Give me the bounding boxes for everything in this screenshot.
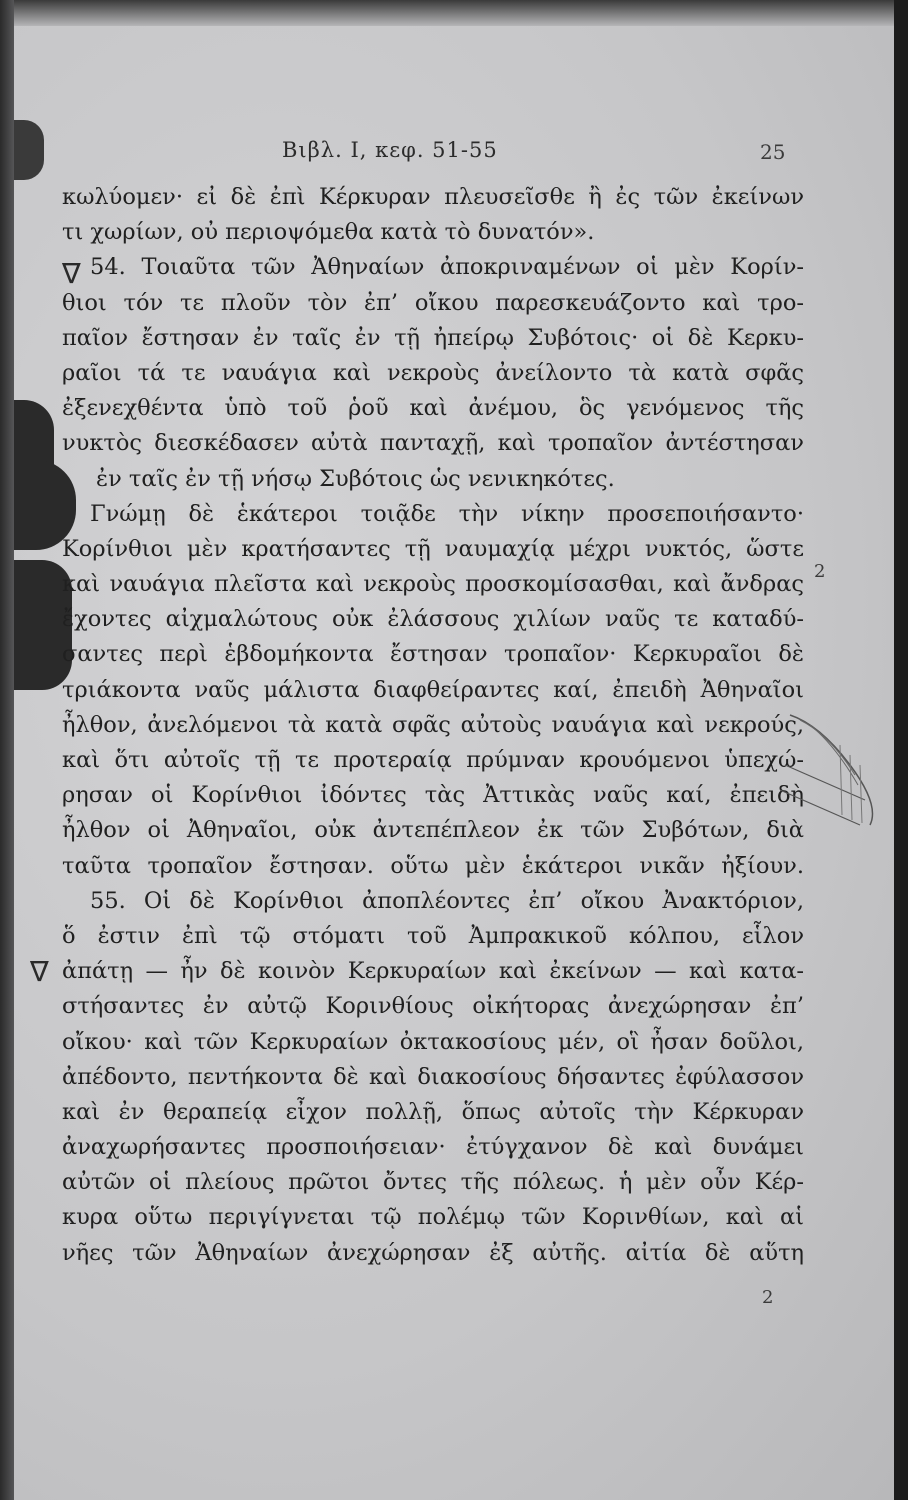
text-line: καὶ ὅτι αὐτοῖς τῇ τε προτεραίᾳ πρύμναν κρουόμενοι ὑπεχώ- (62, 747, 804, 773)
text-line: τριάκοντα ναῦς μάλιστα διαφθείραντες καί, ἐπειδὴ Ἀθηναῖοι (62, 676, 804, 703)
text-line: σαντες περὶ ἑβδομήκοντα ἔστησαν τροπαῖον· Κερκυραῖοι δὲ (62, 641, 804, 668)
pencil-sketch (780, 705, 890, 845)
text-line: ταῦτα τροπαῖον ἔστησαν. οὕτω μὲν ἑκάτεροι νικᾶν ἠξίουν. (62, 852, 804, 879)
text-line: ἀπέδοντο, πεντήκοντα δὲ καὶ διακοσίους δήσαντες ἐφύλασσον (62, 1063, 804, 1090)
section-mark: ∇ (30, 955, 49, 988)
page-header (0, 132, 908, 172)
text-line: ραῖοι τά τε ναυάγια καὶ νεκροὺς ἀνείλοντο τὰ κατὰ σφᾶς (62, 359, 804, 386)
text-line: κυρα οὕτω περιγίγνεται τῷ πολέμῳ τῶν Κορινθίων, καὶ αἱ (62, 1204, 804, 1231)
text-line: ἦλθον οἱ Ἀθηναῖοι, οὐκ ἀντεπέπλεον ἐκ τῶν Συβότων, διὰ (62, 817, 804, 844)
text-line: ὅ ἐστιν ἐπὶ τῷ στόματι τοῦ Ἀμπρακικοῦ κόλπου, εἷλον (62, 922, 804, 949)
text-line: ἀναχωρήσαντες προσποιήσειαν· ἐτύγχανον δὲ καὶ δυνάμει (62, 1134, 804, 1161)
running-head: Βιβλ. Ι, κεφ. 51-55 (282, 138, 498, 162)
text-line: νυκτὸς διεσκέδασεν αὐτὰ πανταχῇ, καὶ τροπαῖον ἀντέστησαν (62, 430, 804, 457)
text-line: ἦλθον, ἀνελόμενοι τὰ κατὰ σφᾶς αὐτοὺς ναυάγια καὶ νεκρούς, (62, 711, 804, 738)
margin-number: 2 (762, 1287, 774, 1308)
text-line: ρησαν οἱ Κορίνθιοι ἰδόντες τὰς Ἀττικὰς ναῦς καί, ἐπειδὴ (62, 782, 804, 809)
text-line: Γνώμῃ δὲ ἑκάτεροι τοιᾷδε τὴν νίκην προσεποιήσαντο· (90, 500, 804, 527)
page-top-shadow (14, 0, 894, 26)
text-line: καὶ ναυάγια πλεῖστα καὶ νεκροὺς προσκομίσασθαι, καὶ ἄνδρας (62, 571, 804, 598)
page-number: 25 (760, 140, 786, 164)
text-line: οἴκου· καὶ τῶν Κερκυραίων ὀκτακοσίους μέν, οἳ ἦσαν δοῦλοι, (62, 1028, 804, 1055)
section-mark: ∇ (62, 257, 81, 290)
text-line: ἐξενεχθέντα ὑπὸ τοῦ ῥοῦ καὶ ἀνέμου, ὃς γενόμενος τῆς (62, 395, 804, 422)
text-line: ἀπάτῃ — ἦν δὲ κοινὸν Κερκυραίων καὶ ἐκείνων — καὶ κατα- (62, 958, 804, 985)
text-line: τι χωρίων, οὐ περιοψόμεθα κατὰ τὸ δυνατόν». (62, 219, 595, 246)
text-line: νῆες τῶν Ἀθηναίων ἀνεχώρησαν ἐξ αὐτῆς. αἰτία δὲ αὕτη (62, 1239, 804, 1266)
text-line: θιοι τόν τε πλοῦν τὸν ἐπ’ οἴκου παρεσκευάζοντο καὶ τρο- (62, 289, 804, 316)
text-line: καὶ ἐν θεραπείᾳ εἶχον πολλῇ, ὅπως αὐτοῖς τὴν Κέρκυραν (62, 1098, 804, 1125)
text-line: ἐν ταῖς ἐν τῇ νήσῳ Συβότοις ὡς νενικηκότες. (96, 465, 615, 492)
text-line: 54. Τοιαῦτα τῶν Ἀθηναίων ἀποκριναμένων οἱ μὲν Κορίν- (90, 254, 804, 281)
text-line: αὐτῶν οἱ πλείους πρῶτοι ὄντες τῆς πόλεως. ἡ μὲν οὖν Κέρ- (62, 1169, 804, 1196)
body-text (62, 180, 804, 1271)
text-line: στήσαντες ἐν αὐτῷ Κορινθίους οἰκήτορας ἀνεχώρησαν ἐπ’ (62, 993, 804, 1020)
text-line: παῖον ἔστησαν ἐν ταῖς ἐν τῇ ἠπείρῳ Συβότοις· οἱ δὲ Κερκυ- (62, 324, 804, 351)
text-line: Κορίνθιοι μὲν κρατήσαντες τῇ ναυμαχίᾳ μέχρι νυκτός, ὥστε (62, 535, 804, 562)
margin-number: 2 (814, 561, 826, 582)
text-line: 55. Οἱ δὲ Κορίνθιοι ἀποπλέοντες ἐπ’ οἴκου Ἀνακτόριον, (90, 887, 804, 914)
text-line: ἔχοντες αἰχμαλώτους οὐκ ἐλάσσους χιλίων ναῦς τε καταδύ- (62, 606, 804, 633)
text-line: κωλύομεν· εἰ δὲ ἐπὶ Κέρκυραν πλευσεῖσθε ἢ ἐς τῶν ἐκείνων (62, 184, 804, 210)
